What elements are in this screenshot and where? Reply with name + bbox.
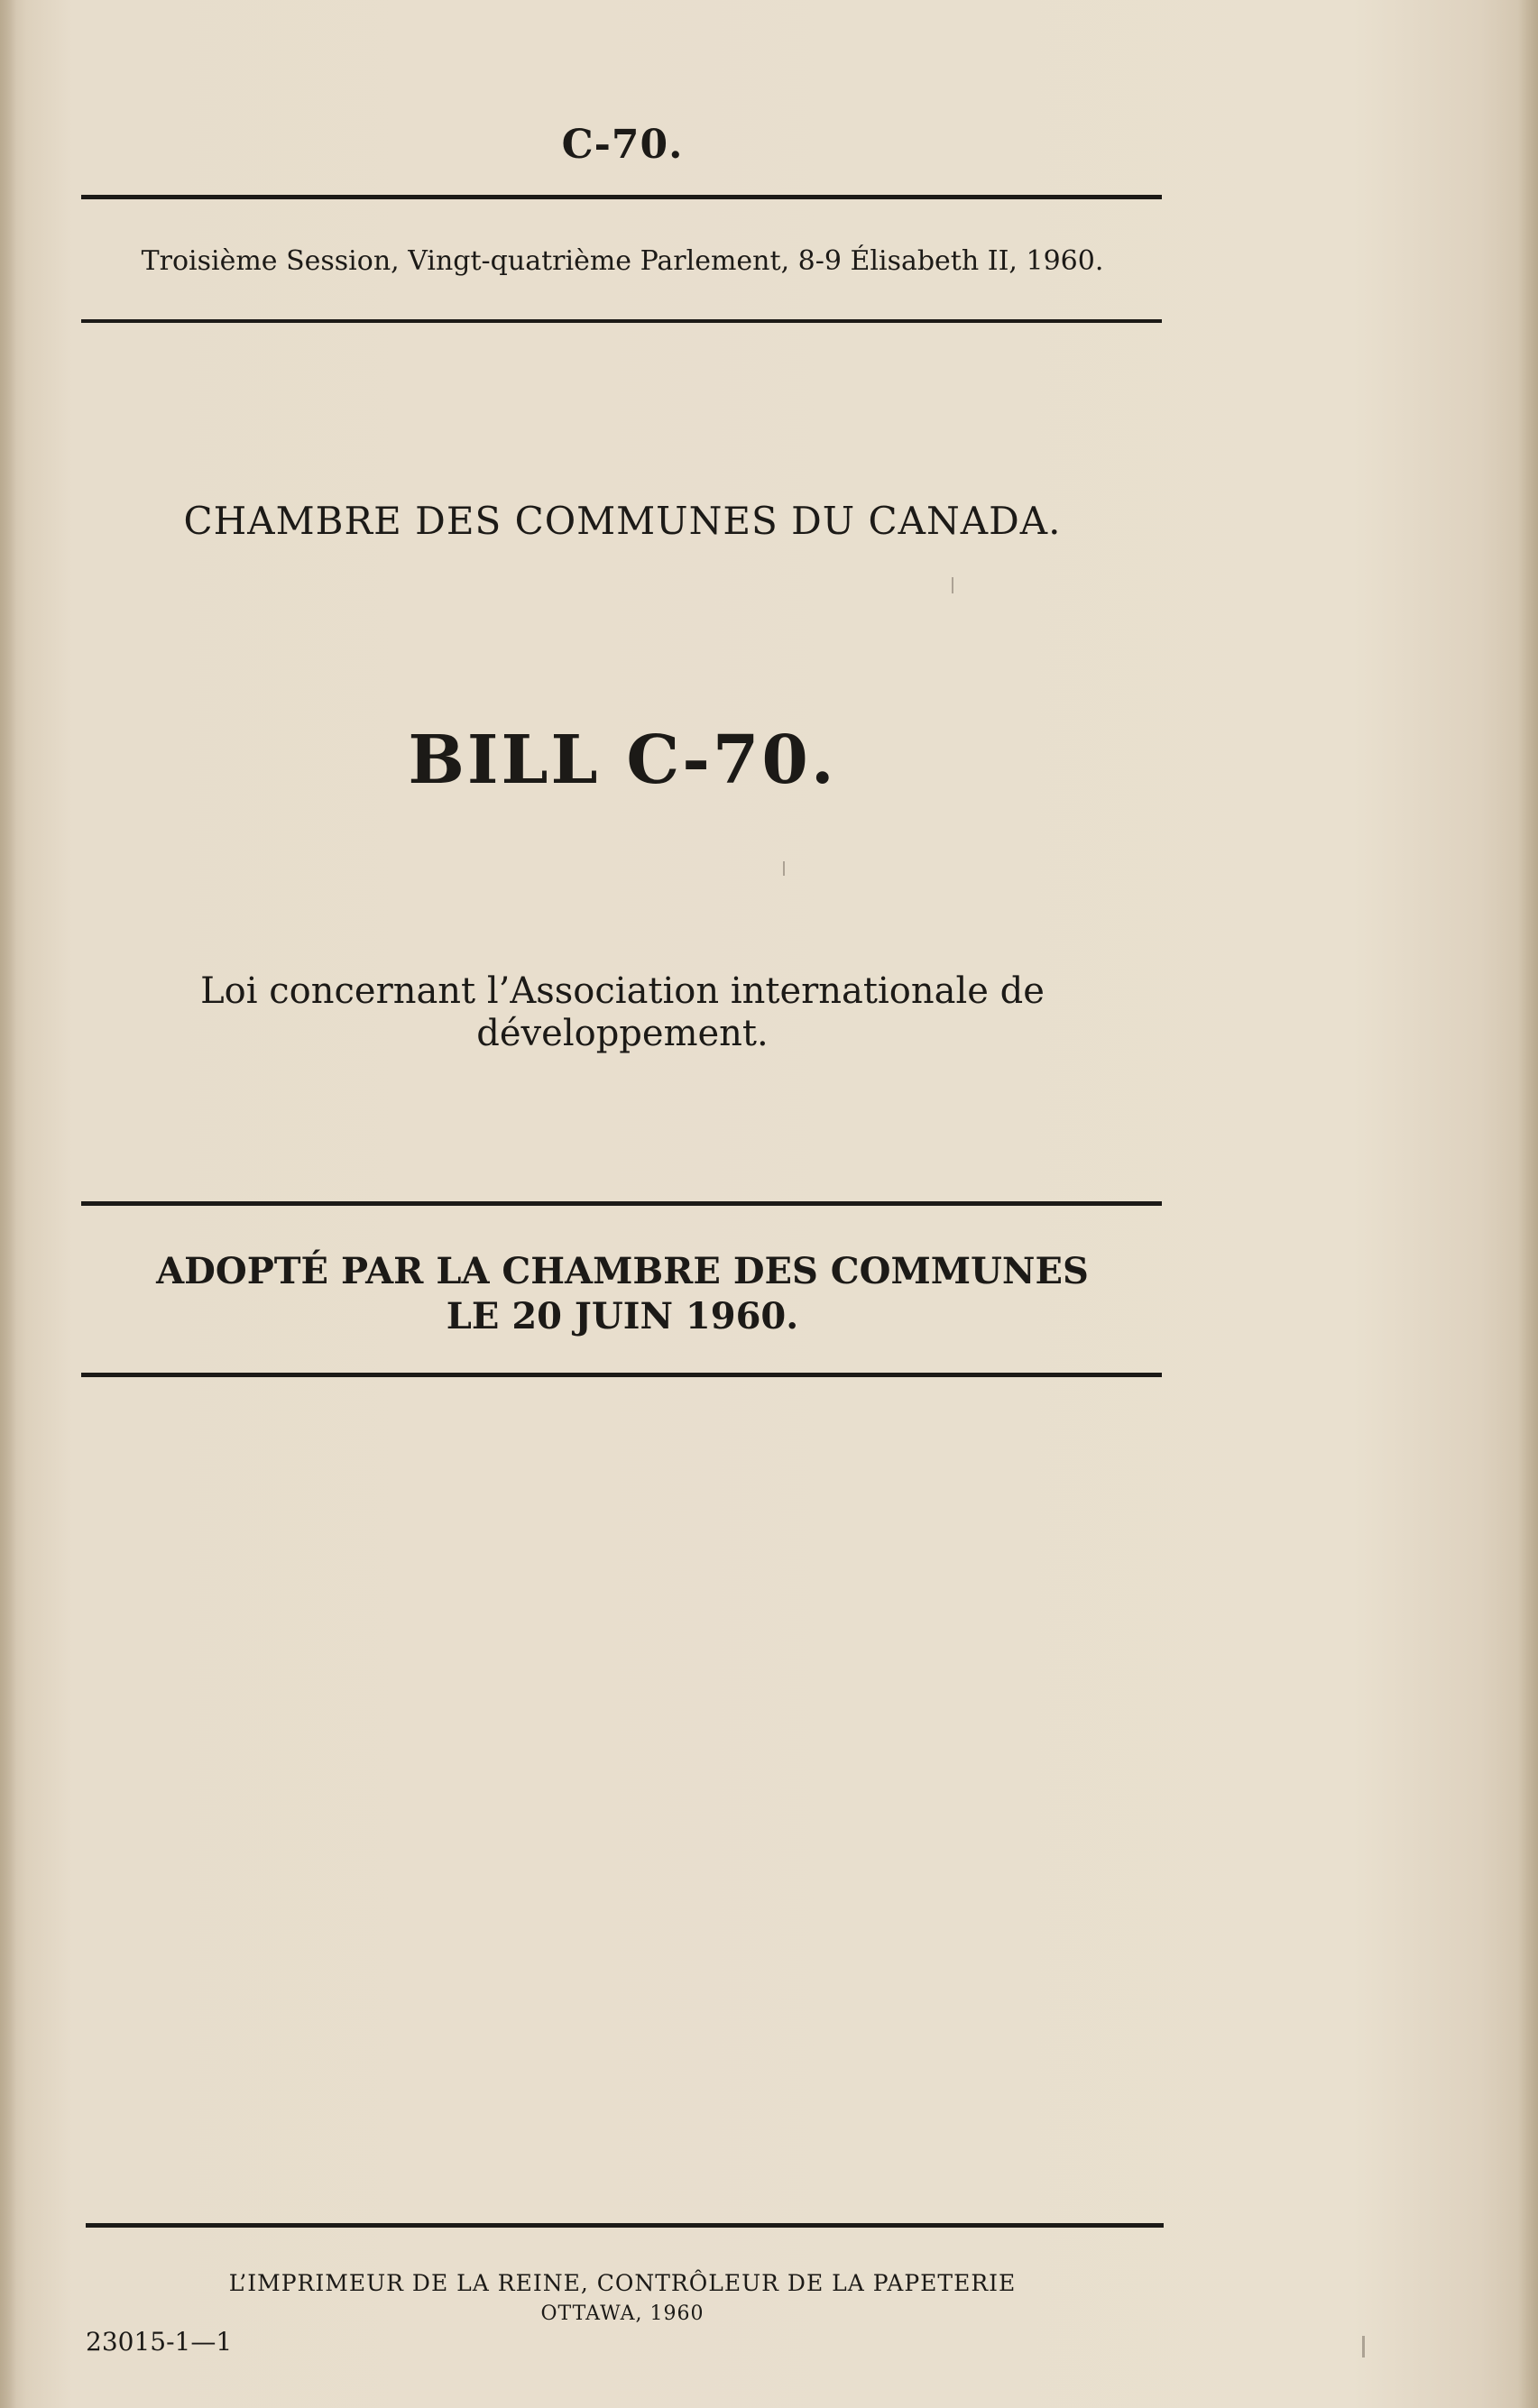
bill-number-heading: C-70. <box>561 122 684 168</box>
binding-edge <box>0 0 16 2408</box>
description-line-1: Loi concernant l’Association internationale de <box>200 970 1045 1012</box>
printer-imprint <box>0 2268 1245 2330</box>
rule-above-adopted <box>81 1201 1162 1206</box>
chamber-heading: CHAMBRE DES COMMUNES DU CANADA. <box>183 499 1062 543</box>
paper-speck <box>952 577 953 593</box>
adoption-notice <box>0 1249 1245 1339</box>
paper-speck <box>1362 2336 1365 2357</box>
rule-footer <box>86 2223 1164 2228</box>
bill-description <box>0 970 1245 1055</box>
printer-line-1: L’IMPRIMEUR DE LA REINE, CONTRÔLEUR DE LA PAPETERIE <box>228 2270 1017 2296</box>
adopted-line-1: ADOPTÉ PAR LA CHAMBRE DES COMMUNES <box>156 1250 1089 1292</box>
page-right-edge <box>1518 0 1538 2408</box>
serial-number: 23015-1—1 <box>86 2327 233 2357</box>
session-line: Troisième Session, Vingt-quatrième Parlement, 8-9 Élisabeth II, 1960. <box>141 245 1104 277</box>
rule-below-adopted <box>81 1373 1162 1377</box>
description-line-2: développement. <box>476 1013 769 1054</box>
printer-line-2: OTTAWA, 1960 <box>540 2302 705 2325</box>
rule-top <box>81 195 1162 199</box>
bill-title: BILL C-70. <box>408 721 837 799</box>
paper-speck <box>783 861 785 876</box>
rule-below-session <box>81 319 1162 323</box>
adopted-line-2: LE 20 JUIN 1960. <box>446 1295 799 1337</box>
